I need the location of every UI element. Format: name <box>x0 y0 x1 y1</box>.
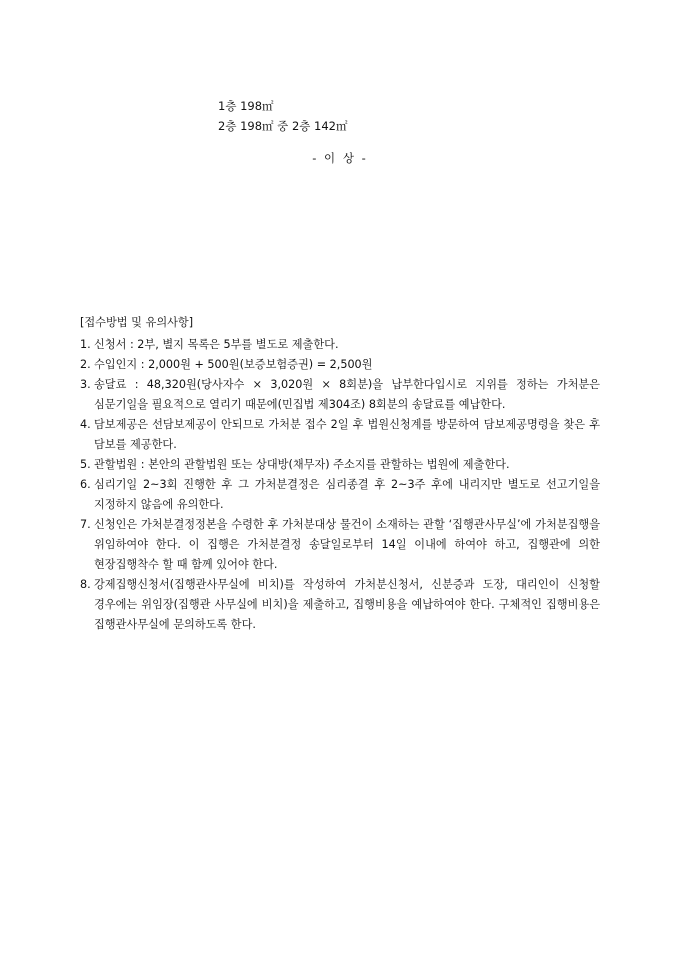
notice-item-2 <box>80 355 600 375</box>
item-text: 신청인은 가처분결정정본을 수령한 후 가처분대상 물건이 소재하는 관할 ‘집행관사무실’에 가처분집행을 위임하여야 한다. 이 집행은 가처분결정 송달일로부터 14일 이내에 하여야 하고, 집행관에 의한 현장집행착수 할 때 함께 있어야 한다. <box>94 518 600 571</box>
notice-item-5 <box>80 455 600 475</box>
item-number: 8. <box>80 578 91 591</box>
end-mark-text: - 이 상 - <box>312 151 368 165</box>
item-number: 3. <box>80 378 91 391</box>
item-number: 1. <box>80 338 91 351</box>
item-text: 관할법원 : 본안의 관할법원 또는 상대방(채무자) 주소지를 관할하는 법원에 제출한다. <box>94 458 510 471</box>
item-number: 7. <box>80 518 91 531</box>
item-text: 심리기일 2~3회 진행한 후 그 가처분결정은 심리종결 후 2~3주 후에 내리지만 별도로 선고기일을 지정하지 않음에 유의한다. <box>94 478 600 511</box>
notice-item-7 <box>80 515 600 575</box>
notice-item-8 <box>80 575 600 635</box>
notice-heading: [접수방법 및 유의사항] <box>80 316 194 329</box>
item-text: 수입인지 : 2,000원 + 500원(보증보험증권) = 2,500원 <box>94 358 373 371</box>
item-number: 2. <box>80 358 91 371</box>
item-text: 담보제공은 선담보제공이 안되므로 가처분 접수 2일 후 법원신청계를 방문하여 담보제공명령을 찾은 후 담보를 제공한다. <box>94 418 600 451</box>
item-number: 6. <box>80 478 91 491</box>
notice-item-6 <box>80 475 600 515</box>
floor-line-2: 2층 198㎡ 중 2층 142㎡ <box>218 119 348 133</box>
item-text: 송달료 : 48,320원(당사자수 × 3,020원 × 8회분)을 납부한다입시로 지위를 정하는 가처분은 심문기일을 필요적으로 열리기 때문에(민집법 제304조) 8회분의 송달료를 예납한다. <box>94 378 600 411</box>
item-text: 강제집행신청서(집행관사무실에 비치)를 작성하여 가처분신청서, 신분증과 도장, 대리인이 신청할 경우에는 위임장(집행관 사무실에 비치)을 제출하고, 집행비용을 예납하여야 한다. 구체적인 집행비용은 집행관사무실에 문의하도록 한다. <box>94 578 600 631</box>
notice-item-1 <box>80 335 600 355</box>
floor-area-list <box>218 96 347 136</box>
notice-section <box>80 313 600 635</box>
item-text: 신청서 : 2부, 별지 목록은 5부를 별도로 제출한다. <box>94 338 339 351</box>
notice-item-3 <box>80 375 600 415</box>
end-mark <box>0 150 680 166</box>
floor-line-1: 1층 198㎡ <box>218 99 274 113</box>
notice-item-4 <box>80 415 600 455</box>
item-number: 5. <box>80 458 91 471</box>
notice-list <box>80 335 600 635</box>
item-number: 4. <box>80 418 91 431</box>
